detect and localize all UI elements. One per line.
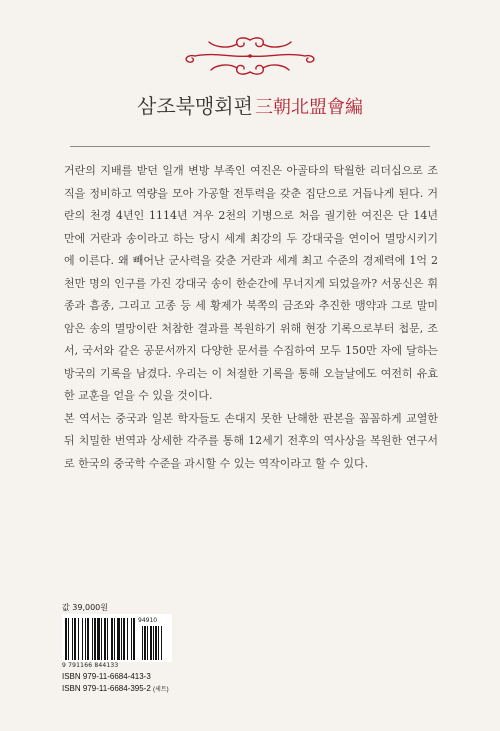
barcode-bar	[104, 618, 106, 660]
isbn-set-note: (세트)	[153, 687, 169, 693]
barcode-bar	[68, 618, 69, 660]
barcode-bar	[78, 618, 79, 660]
isbn-line-2	[62, 684, 169, 693]
barcode-addon-bar	[158, 626, 159, 660]
barcode-bar	[97, 618, 100, 660]
barcode-bar	[133, 618, 135, 660]
description-paragraph-2: 본 역서는 중국과 일본 학자들도 손대지 못한 난해한 판본을 꼼꼼하게 교열한 뒤 치밀한 번역과 상세한 각주를 통해 12세기 전후의 역사상을 복원한 연구서로 한국의 중국학 수준을 과시할 수 있는 역작이라고 할 수 있다.	[64, 411, 438, 470]
barcode-bar	[121, 618, 122, 660]
barcode-addon-bar	[155, 626, 157, 660]
isbn-line-1: ISBN 979-11-6684-413-3	[62, 672, 151, 681]
barcode-bar	[123, 618, 125, 660]
barcode-addon-bar	[153, 626, 154, 660]
barcode-bar	[72, 618, 73, 660]
barcode-bar	[131, 618, 132, 660]
barcode-bar	[85, 618, 86, 660]
title-hanja: 三朝北盟會編	[254, 97, 363, 118]
barcode-addon-bar	[161, 626, 162, 660]
price-label: 값 39,000원	[62, 603, 108, 612]
ornamental-flourish-icon	[175, 34, 325, 78]
book-title	[0, 90, 500, 119]
barcode-ean-number: 9 791166 844133	[62, 662, 119, 669]
barcode-bar	[65, 618, 67, 660]
barcode-bar	[74, 618, 76, 660]
barcode-addon-number: 94910	[138, 617, 158, 624]
barcode-addon-bar	[150, 626, 152, 660]
barcode-bar	[94, 618, 96, 660]
back-cover-description	[64, 160, 438, 475]
barcode-bar	[117, 618, 120, 660]
barcode-bar	[107, 618, 108, 660]
isbn-set-number: ISBN 979-11-6684-395-2	[62, 684, 151, 693]
barcode-addon-bar	[147, 626, 148, 660]
barcode-bar	[87, 618, 89, 660]
barcode-addon-bar	[144, 626, 146, 660]
description-paragraph-1: 거란의 지배를 받던 일개 변방 부족인 여진은 아골타의 탁월한 리더십으로 조직을 정비하고 역량을 모아 가공할 전투력을 갖춘 집단으로 거듭나게 된다. 거란의 천경 4년인 1114년 겨우 2천의 기병으로 처음 궐기한 여진은 단 14년 만에 거란과 송이라고 하는 당시 세계 최강의 두 강대국을 연이어 멸망시키기에 이른다. 왜 빼어난 군사력을 갖춘 거란과 세계 최고 수준의 경제력에 1억 2천만 명의 인구를 가진 강대국 송이 한순간에 무너지게 되었을까? 서몽신은 휘종과 흠종, 그리고 고종 등 세 황제가 북쪽의 금조와 추진한 맹약과 그로 말미암은 송의 멸망이란 처참한 결과를 복원하기 위해 현장 기록으로부터 첩문, 조서, 국서와 같은 공문서까지 다양한 문서를 수집하여 모두 150만 자에 달하는 방국의 기록을 남겼다. 우리는 이 처절한 기록을 통해 오늘날에도 여전히 유효한 교훈을 얻을 수 있을 것이다.	[64, 164, 438, 402]
title-korean: 삼조북맹회편	[137, 94, 253, 118]
barcode-bar	[101, 618, 102, 660]
divider-rule	[70, 146, 430, 147]
barcode-bar	[92, 618, 93, 660]
barcode-addon-bar	[142, 626, 143, 660]
barcode-bar	[111, 618, 113, 660]
barcode-bar	[82, 618, 83, 660]
barcode-bar	[127, 618, 128, 660]
barcode-bar	[114, 618, 115, 660]
